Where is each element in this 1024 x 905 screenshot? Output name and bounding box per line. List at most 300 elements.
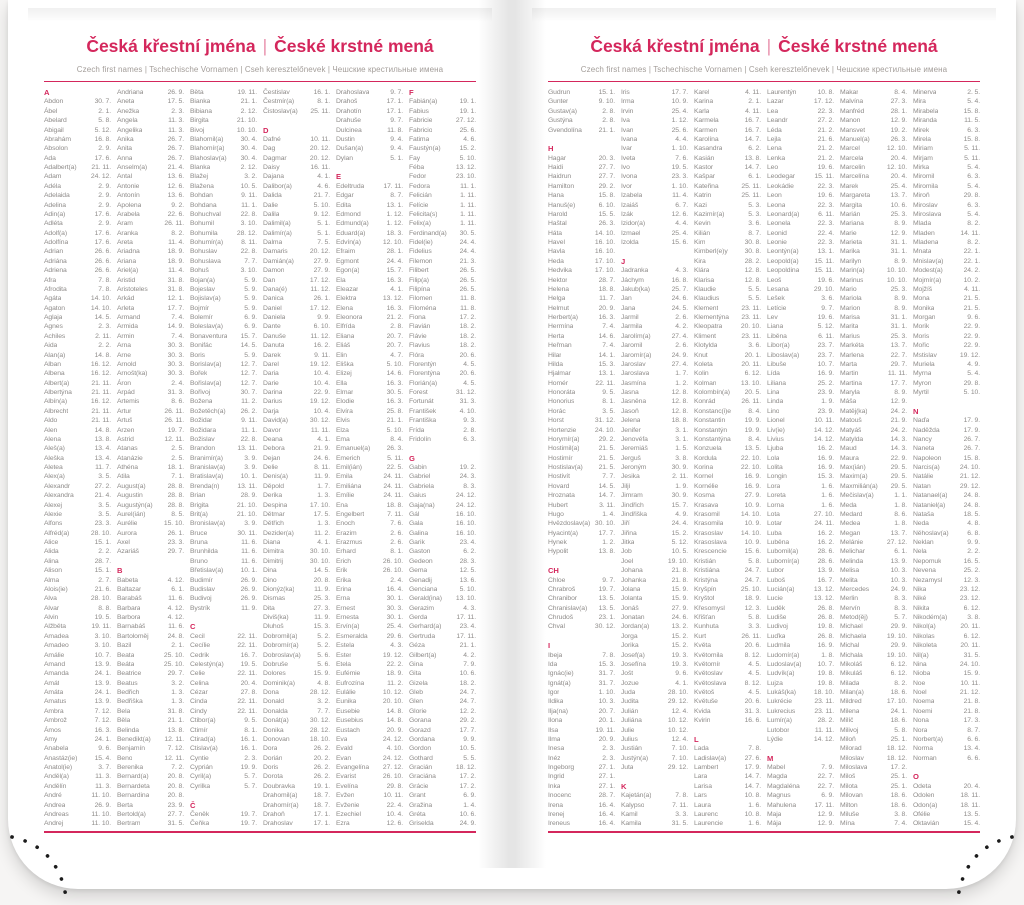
nameday-date: 16. 10. bbox=[594, 248, 615, 256]
name-text: Jimram bbox=[621, 492, 643, 500]
nameday-date: 22. 3. bbox=[817, 201, 834, 209]
name-entry bbox=[621, 294, 688, 303]
name-text: Květa bbox=[694, 642, 711, 650]
name-entry bbox=[336, 88, 403, 97]
name-text: Marieta bbox=[840, 239, 862, 246]
name-entry bbox=[913, 754, 980, 763]
nameday-date: 25. 6. bbox=[671, 126, 688, 134]
nameday-date: 20. 6. bbox=[459, 370, 476, 378]
name-text: Longin bbox=[767, 473, 787, 481]
name-entry bbox=[840, 697, 907, 706]
name-text: Břetislav(a) bbox=[190, 567, 224, 575]
name-entry bbox=[840, 772, 907, 781]
name-text: Felicita(s) bbox=[409, 210, 438, 218]
nameday-date: 3. 2. bbox=[317, 698, 330, 706]
nameday-date: 10. 1. bbox=[240, 567, 257, 575]
name-text: Naneta bbox=[913, 445, 935, 453]
name-entry bbox=[767, 107, 834, 116]
name-entry bbox=[263, 435, 330, 444]
nameday-date: 17. 10. bbox=[594, 267, 615, 275]
name-text: Křišťan bbox=[694, 614, 716, 621]
name-text: Florentýn bbox=[409, 360, 437, 368]
name-text: Erina bbox=[336, 585, 352, 593]
name-text: Mnata bbox=[913, 248, 932, 256]
nameday-date: 17. 2. bbox=[459, 314, 476, 321]
name-entry bbox=[694, 613, 761, 622]
nameday-date: 21. 8. bbox=[963, 698, 980, 706]
name-entry bbox=[913, 257, 980, 266]
nameday-date: 26. 2. bbox=[313, 773, 330, 781]
name-entry bbox=[409, 435, 476, 444]
name-entry bbox=[913, 426, 980, 435]
spacer-row bbox=[694, 726, 761, 735]
nameday-date: 2. 1. bbox=[98, 107, 111, 115]
name-entry bbox=[913, 341, 980, 350]
name-entry bbox=[767, 782, 834, 791]
name-text: Brandon bbox=[190, 445, 215, 453]
name-text: Kolin bbox=[694, 370, 709, 378]
nameday-date: 17. 12. bbox=[309, 276, 330, 284]
name-entry bbox=[263, 163, 330, 172]
name-entry bbox=[336, 529, 403, 538]
name-text: Lukrecius bbox=[767, 707, 796, 715]
nameday-date: 30. 5. bbox=[459, 229, 476, 237]
nameday-date: 24. 10. bbox=[594, 426, 615, 434]
name-entry bbox=[44, 557, 111, 566]
nameday-date: 29. 8. bbox=[386, 782, 403, 790]
name-text: Armin bbox=[117, 332, 135, 340]
name-text: Adléta bbox=[44, 220, 63, 228]
nameday-date: 6. 8. bbox=[967, 529, 980, 537]
name-entry bbox=[117, 547, 184, 556]
nameday-date: 31. 3. bbox=[167, 389, 184, 396]
nameday-date: 12. 9. bbox=[817, 820, 834, 828]
nameday-date: 17. 2. bbox=[459, 782, 476, 790]
name-text: Meda bbox=[840, 501, 857, 509]
name-entry bbox=[190, 576, 257, 585]
nameday-date: 9. 7. bbox=[390, 89, 403, 96]
name-entry bbox=[840, 276, 907, 285]
name-entry bbox=[409, 172, 476, 181]
nameday-date: 18. 11. bbox=[960, 792, 980, 800]
name-text: Hugo bbox=[548, 510, 564, 518]
nameday-date: 15. 3. bbox=[598, 360, 615, 368]
name-text: Aurélie bbox=[117, 520, 138, 528]
spacer-row bbox=[263, 116, 330, 125]
name-text: Féba bbox=[409, 164, 425, 171]
name-entry bbox=[621, 819, 688, 828]
letter-header: Č bbox=[190, 800, 196, 810]
name-text: Beata bbox=[117, 651, 135, 659]
name-text: Klaudius bbox=[694, 295, 720, 303]
nameday-date: 31. 3. bbox=[459, 398, 476, 406]
nameday-date: 24. 12. bbox=[455, 492, 476, 500]
name-entry bbox=[694, 201, 761, 210]
nameday-date: 29. 7. bbox=[167, 670, 184, 678]
nameday-date: 17. 10. bbox=[886, 698, 907, 706]
name-entry bbox=[336, 810, 403, 819]
name-text: Artuš bbox=[117, 417, 133, 425]
nameday-date: 16. 2. bbox=[817, 539, 834, 546]
name-entry bbox=[767, 641, 834, 650]
name-text: Maxmilián(a) bbox=[840, 482, 878, 490]
name-entry bbox=[767, 266, 834, 275]
name-entry bbox=[117, 97, 184, 106]
nameday-date: 27. 6. bbox=[744, 754, 761, 762]
name-text: Alvar bbox=[44, 604, 59, 612]
name-text: Fedor bbox=[409, 173, 427, 181]
nameday-date: 19. 11. bbox=[237, 89, 257, 96]
nameday-date: 11. 10. bbox=[91, 792, 111, 800]
name-entry bbox=[548, 716, 615, 725]
name-text: Gleb bbox=[409, 689, 423, 696]
name-text: Arzen bbox=[117, 426, 135, 434]
name-entry bbox=[694, 435, 761, 444]
nameday-date: 3. 6. bbox=[821, 295, 834, 303]
name-entry bbox=[336, 238, 403, 247]
name-text: Alan(a) bbox=[44, 351, 66, 359]
name-text: Hjalmar bbox=[548, 370, 571, 378]
nameday-date: 21. 4. bbox=[94, 492, 111, 500]
name-text: Arnold bbox=[117, 360, 137, 368]
name-entry bbox=[190, 594, 257, 603]
name-text: Nikol(a) bbox=[913, 623, 936, 631]
name-entry bbox=[913, 172, 980, 181]
nameday-date: 2. 5. bbox=[171, 445, 184, 453]
nameday-date: 4. 6. bbox=[463, 135, 476, 143]
name-text: Ariana bbox=[117, 257, 137, 265]
name-text: Eusebius bbox=[336, 717, 364, 725]
name-entry bbox=[621, 754, 688, 763]
nameday-date: 14. 5. bbox=[94, 314, 111, 321]
name-text: Bedřich bbox=[117, 689, 140, 696]
name-text: Eunika bbox=[336, 698, 357, 706]
nameday-date: 23. 3. bbox=[167, 539, 184, 546]
stitching-dots-icon bbox=[934, 815, 1024, 905]
name-text: Babeta bbox=[117, 576, 138, 584]
nameday-date: 1. 6. bbox=[821, 482, 834, 490]
name-entry bbox=[336, 322, 403, 331]
name-entry bbox=[190, 144, 257, 153]
name-entry bbox=[409, 472, 476, 481]
name-text: Norma bbox=[913, 745, 933, 753]
name-text: Mona bbox=[913, 295, 930, 303]
name-text: Alena bbox=[44, 435, 61, 443]
nameday-date: 24. 5. bbox=[671, 304, 688, 312]
name-text: Despina bbox=[263, 501, 288, 509]
name-entry bbox=[548, 576, 615, 585]
nameday-date: 25. 1. bbox=[890, 735, 907, 743]
name-text: Davor bbox=[263, 426, 281, 434]
name-entry bbox=[840, 566, 907, 575]
nameday-date: 11. 11. bbox=[310, 426, 330, 434]
nameday-date: 16. 10. bbox=[594, 239, 615, 246]
name-entry bbox=[190, 266, 257, 275]
nameday-date: 21. 10. bbox=[236, 501, 257, 509]
nameday-date: 4. 8. bbox=[967, 520, 980, 528]
nameday-date: 11. 11. bbox=[814, 726, 834, 734]
name-entry bbox=[767, 791, 834, 800]
name-entry bbox=[117, 716, 184, 725]
name-entry bbox=[548, 285, 615, 294]
name-text: Hostimír bbox=[548, 454, 573, 462]
nameday-date: 1. 1. bbox=[894, 492, 907, 500]
nameday-date: 25. 10. bbox=[163, 651, 184, 659]
name-text: Faustýn(a) bbox=[409, 145, 441, 153]
nameday-date: 19. 6. bbox=[817, 164, 834, 171]
letter-header: J bbox=[621, 256, 626, 266]
nameday-date: 24. 8. bbox=[963, 501, 980, 509]
name-entry bbox=[263, 604, 330, 613]
name-entry bbox=[190, 351, 257, 360]
name-entry bbox=[621, 482, 688, 491]
name-text: Gerald(ina) bbox=[409, 595, 442, 603]
nameday-date: 23. 11. bbox=[814, 698, 834, 706]
name-text: Kvida bbox=[694, 707, 711, 715]
nameday-date: 16. 10. bbox=[455, 510, 476, 518]
nameday-date: 20. 4. bbox=[890, 154, 907, 162]
nameday-date: 11. 7. bbox=[599, 295, 615, 303]
name-entry bbox=[409, 791, 476, 800]
name-entry bbox=[767, 97, 834, 106]
name-entry bbox=[694, 810, 761, 819]
page-title bbox=[532, 36, 996, 57]
name-entry bbox=[840, 107, 907, 116]
nameday-date: 24. 11. bbox=[383, 492, 403, 500]
nameday-date: 19. 6. bbox=[817, 276, 834, 284]
name-entry bbox=[336, 285, 403, 294]
name-entry bbox=[548, 529, 615, 538]
nameday-date: 3. 11. bbox=[599, 501, 615, 509]
name-entry bbox=[117, 754, 184, 763]
nameday-date: 24. 6. bbox=[671, 614, 688, 621]
nameday-date: 9. 2. bbox=[171, 201, 184, 209]
name-text: Dalila bbox=[263, 210, 280, 218]
name-entry bbox=[336, 538, 403, 547]
name-text: Darek bbox=[263, 351, 281, 359]
name-text: Harold bbox=[548, 210, 568, 218]
name-text: Alžběta bbox=[44, 623, 66, 631]
nameday-date: 30. 1. bbox=[386, 614, 403, 621]
name-text: Ernest bbox=[336, 604, 356, 612]
name-text: Miroň bbox=[913, 192, 930, 200]
name-text: Amy bbox=[44, 735, 58, 743]
name-text: Čestislav bbox=[263, 89, 290, 96]
name-text: Anežka bbox=[117, 107, 140, 115]
name-text: Ladislav(a) bbox=[694, 754, 727, 762]
letter-header: L bbox=[694, 734, 699, 744]
name-text: Adin(a) bbox=[44, 210, 66, 218]
nameday-date: 19. 2. bbox=[459, 464, 476, 471]
nameday-date: 9. 4. bbox=[390, 135, 403, 143]
name-text: Konstantýn bbox=[694, 426, 728, 434]
nameday-date: 17. 6. bbox=[94, 239, 111, 246]
name-entry bbox=[913, 126, 980, 135]
name-entry bbox=[621, 604, 688, 613]
name-column bbox=[117, 88, 184, 830]
name-text: Abelard bbox=[44, 117, 67, 125]
nameday-date: 13. 8. bbox=[598, 548, 615, 556]
nameday-date: 18. 2. bbox=[459, 332, 476, 340]
nameday-date: 5. 1. bbox=[317, 220, 330, 228]
name-text: Magnus bbox=[767, 792, 791, 800]
name-entry bbox=[263, 322, 330, 331]
name-entry bbox=[190, 529, 257, 538]
name-entry bbox=[44, 519, 111, 528]
name-text: Katrin bbox=[694, 192, 712, 200]
nameday-date: 12. 9. bbox=[890, 229, 907, 237]
name-entry bbox=[694, 641, 761, 650]
nameday-date: 19. 9. bbox=[240, 764, 257, 771]
name-entry bbox=[263, 472, 330, 481]
nameday-date: 28. 12. bbox=[236, 229, 257, 237]
nameday-date: 6. 12. bbox=[890, 670, 907, 678]
spacer-row bbox=[621, 772, 688, 781]
nameday-date: 20. 8. bbox=[167, 782, 184, 790]
name-entry bbox=[44, 501, 111, 510]
name-entry bbox=[767, 369, 834, 378]
nameday-date: 10. 8. bbox=[817, 89, 834, 96]
nameday-date: 12. 11. bbox=[164, 435, 184, 443]
name-text: Luboš bbox=[767, 576, 786, 584]
nameday-date: 2. 6. bbox=[675, 314, 688, 321]
name-text: Anabela bbox=[44, 745, 69, 753]
name-entry bbox=[840, 707, 907, 716]
name-entry bbox=[44, 585, 111, 594]
nameday-date: 9. 7. bbox=[390, 117, 403, 125]
nameday-date: 10. 4. bbox=[313, 370, 330, 378]
name-text: Alida bbox=[44, 548, 59, 556]
name-text: Izmael bbox=[621, 229, 641, 237]
nameday-date: 15. 9. bbox=[313, 670, 330, 678]
nameday-date: 21. 11. bbox=[91, 379, 111, 387]
name-text: Milada bbox=[840, 679, 860, 687]
name-entry bbox=[117, 154, 184, 163]
name-text: Lena bbox=[767, 145, 782, 153]
name-entry bbox=[44, 172, 111, 181]
nameday-date: 28. 2. bbox=[744, 257, 761, 265]
letter-header: A bbox=[44, 88, 50, 97]
name-text: Evan bbox=[336, 754, 352, 762]
name-text: Marika bbox=[840, 248, 860, 256]
name-text: Bruno bbox=[190, 557, 208, 565]
name-entry bbox=[694, 754, 761, 763]
nameday-date: 20. 6. bbox=[744, 698, 761, 706]
nameday-date: 24. 12. bbox=[382, 735, 403, 743]
name-text: Agáta bbox=[44, 295, 62, 303]
nameday-date: 23. 9. bbox=[817, 407, 834, 415]
name-text: Matyáš bbox=[840, 426, 862, 434]
name-entry bbox=[840, 397, 907, 406]
nameday-date: 18. 9. bbox=[386, 670, 403, 678]
name-text: Mína bbox=[840, 820, 855, 828]
name-entry bbox=[621, 594, 688, 603]
name-entry bbox=[117, 772, 184, 781]
nameday-date: 2. 6. bbox=[390, 529, 403, 537]
nameday-date: 19. 9. bbox=[744, 417, 761, 425]
name-entry bbox=[336, 369, 403, 378]
name-entry bbox=[263, 407, 330, 416]
nameday-date: 16. 4. bbox=[598, 810, 615, 818]
name-text: Garik bbox=[409, 539, 425, 546]
name-entry bbox=[840, 332, 907, 341]
nameday-date: 10. 5. bbox=[240, 182, 257, 190]
name-entry bbox=[548, 482, 615, 491]
name-entry bbox=[913, 622, 980, 631]
name-text: Jesika bbox=[621, 473, 640, 481]
name-entry bbox=[44, 482, 111, 491]
name-text: Léda bbox=[767, 126, 782, 134]
name-text: Merlin bbox=[840, 595, 858, 603]
name-entry bbox=[409, 754, 476, 763]
name-entry bbox=[44, 238, 111, 247]
name-text: Bořivoj bbox=[190, 389, 211, 396]
name-text: Gabin bbox=[409, 464, 427, 471]
name-entry bbox=[621, 669, 688, 678]
nameday-date: 28. 12. bbox=[309, 689, 330, 696]
name-entry bbox=[767, 435, 834, 444]
nameday-date: 13. 1. bbox=[598, 370, 615, 378]
name-text: Kordula bbox=[694, 454, 717, 462]
name-text: Felicián bbox=[409, 192, 432, 200]
name-text: Mikuláš bbox=[840, 670, 863, 678]
name-entry bbox=[621, 313, 688, 322]
name-text: Ferdinand(a) bbox=[409, 229, 447, 237]
name-text: Donát(a) bbox=[263, 717, 289, 725]
stitching-dots-icon bbox=[0, 815, 90, 905]
name-entry bbox=[409, 679, 476, 688]
nameday-date: 9. 11. bbox=[241, 192, 257, 200]
name-text: Adolf(a) bbox=[44, 229, 67, 237]
nameday-date: 4. 5. bbox=[748, 660, 761, 668]
name-text: Géza bbox=[409, 642, 425, 650]
nameday-date: 21. 2. bbox=[817, 145, 834, 153]
name-text: Darel bbox=[263, 360, 279, 368]
name-text: Erhard bbox=[336, 548, 356, 556]
name-entry bbox=[694, 285, 761, 294]
name-text: Milorad bbox=[840, 745, 862, 753]
nameday-date: 10. 9. bbox=[744, 520, 761, 528]
nameday-date: 14. 3. bbox=[890, 435, 907, 443]
name-text: Květomila bbox=[694, 651, 723, 659]
name-entry bbox=[548, 304, 615, 313]
name-text: Barnabáš bbox=[117, 623, 146, 631]
nameday-date: 5. 6. bbox=[317, 660, 330, 668]
nameday-date: 21. 11. bbox=[91, 389, 111, 396]
name-text: Bohuslava bbox=[190, 257, 221, 265]
name-entry bbox=[409, 557, 476, 566]
name-entry bbox=[409, 154, 476, 163]
name-entry bbox=[694, 801, 761, 810]
name-entry bbox=[621, 332, 688, 341]
name-entry bbox=[117, 707, 184, 716]
name-text: Dobromír(a) bbox=[263, 642, 299, 650]
name-text: Lotar bbox=[767, 520, 782, 528]
name-text: Jiljí bbox=[621, 482, 631, 490]
nameday-date: 14. 5. bbox=[240, 342, 257, 350]
name-text: Nikolas bbox=[913, 632, 935, 640]
name-entry bbox=[44, 660, 111, 669]
name-entry bbox=[263, 397, 330, 406]
nameday-date: 18. 5. bbox=[963, 510, 980, 518]
name-text: Brigita bbox=[190, 501, 209, 509]
nameday-date: 26. 9. bbox=[240, 576, 257, 584]
nameday-date: 1. 3. bbox=[317, 520, 330, 528]
name-text: Bivoj bbox=[190, 126, 205, 134]
name-text: Dalida bbox=[263, 192, 282, 200]
nameday-date: 16. 3. bbox=[386, 304, 403, 312]
name-entry bbox=[409, 322, 476, 331]
